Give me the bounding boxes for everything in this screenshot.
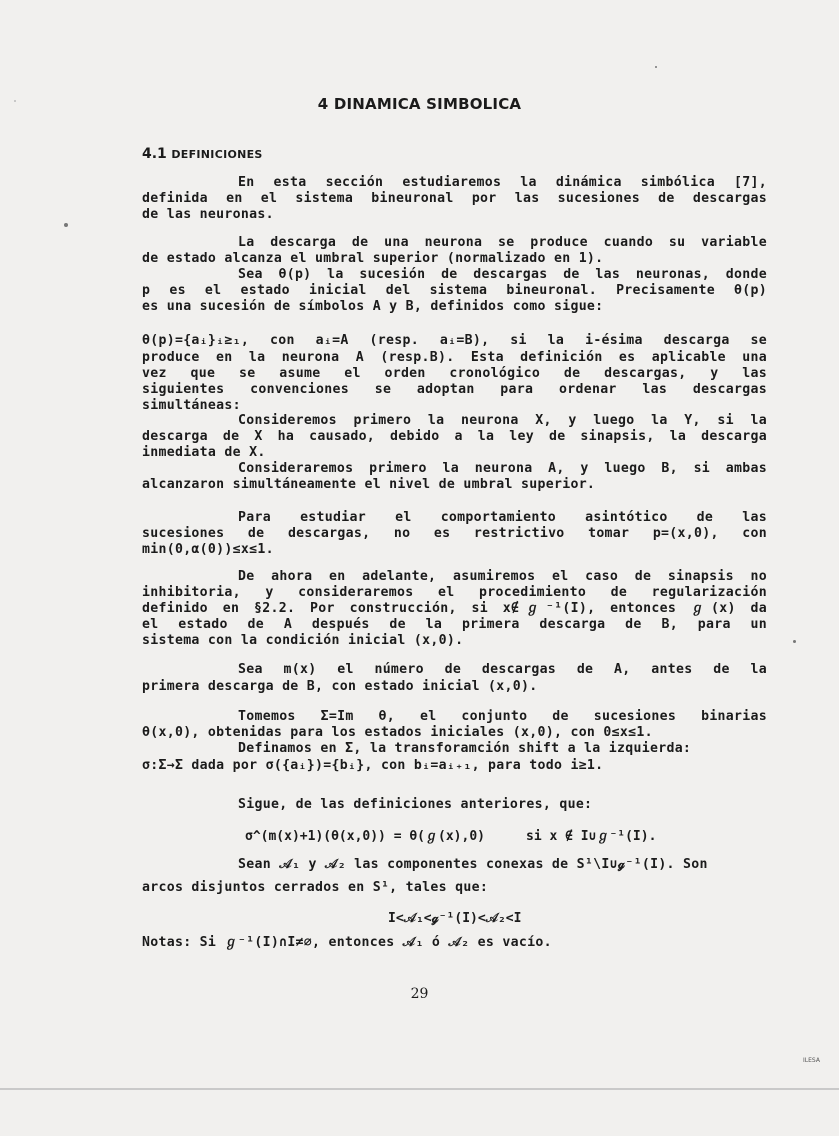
text-line: σ:Σ→Σ dada por σ({aᵢ})={bᵢ}, con bᵢ=aᵢ₊₁, para todo i≥1. [142,758,604,773]
corner-mark: ILESA [803,1057,820,1064]
text-line: produce en la neurona A (resp.B). Esta definición es aplicable una [142,350,767,365]
sigma-equation: σ^(m(x)+1)(θ(x,0)) = θ(ℊ(x),0) [245,829,485,844]
text-line: Consideraremos primero la neurona A, y luego B, si ambas [238,461,767,476]
text-line: descarga de X ha causado, debido a la ley de sinapsis, la descarga [142,429,767,444]
scan-speck [14,100,16,102]
scan-speck [793,640,796,643]
text-line: definido en §2.2. Por construcción, si x∉ℊ⁻¹(I), entonces ℊ(x) da [142,601,767,616]
text-line: θ(x,0), obtenidas para los estados iniciales (x,0), con 0≤x≤1. [142,725,653,740]
section-number: 4.1 [142,146,167,162]
text-line: de las neuronas. [142,207,274,222]
text-line: sistema con la condición inicial (x,0). [142,633,464,648]
text-line: primera descarga de B, con estado inicial (x,0). [142,679,538,694]
section-name: DEFINICIONES [171,148,263,161]
text-line: Tomemos Σ=Im θ, el conjunto de sucesiones binarias [238,709,767,724]
text-line: de estado alcanza el umbral superior (normalizado en 1). [142,251,604,266]
text-line: De ahora en adelante, asumiremos el caso de sinapsis no [238,569,767,584]
text-line: Definamos en Σ, la transforamción shift a la izquierda: [238,741,692,756]
text-line: inhibitoria, y consideraremos el procedimiento de regularización [142,585,767,600]
text-line: En esta sección estudiaremos la dinámica simbólica [7], [238,175,767,190]
text-line: Consideremos primero la neurona X, y luego la Y, si la [238,413,767,428]
scan-speck [64,223,68,227]
text-line: Para estudiar el comportamiento asintótico de las [238,510,767,525]
text-line: sucesiones de descargas, no es restrictivo tomar p=(x,0), con [142,526,767,541]
text-line: definida en el sistema bineuronal por las sucesiones de descargas [142,191,767,206]
text-line: arcos disjuntos cerrados en S¹, tales que: [142,880,489,895]
text-line: min(0,α(0))≤x≤1. [142,542,274,557]
text-line: el estado de A después de la primera descarga de B, para un [142,617,767,632]
text-line: alcanzaron simultáneamente el nivel de umbral superior. [142,477,596,492]
text-line: simultáneas: [142,398,241,413]
arc-order-equation: I<𝒜₁<ℊ⁻¹(I)<𝒜₂<I [388,911,522,926]
text-line: vez que se asume el orden cronológico de descargas, y las [142,366,767,381]
text-line: θ(p)={aᵢ}ᵢ≥₁, con aᵢ=A (resp. aᵢ=B), si la i-ésima descarga se [142,333,767,348]
text-line: p es el estado inicial del sistema bineuronal. Precisamente θ(p) [142,283,767,298]
text-line: La descarga de una neurona se produce cuando su variable [238,235,767,250]
text-line: Sigue, de las definiciones anteriores, que: [238,797,593,812]
notes-line: Notas: Si ℊ⁻¹(I)∩I≠∅, entonces 𝒜₁ ó 𝒜₂ es vacío. [142,935,552,950]
scan-speck [655,66,657,68]
scan-edge [0,1088,839,1090]
sigma-condition: si x ∉ I∪ℊ⁻¹(I). [526,829,657,844]
text-line: siguientes convenciones se adoptan para ordenar las descargas [142,382,767,397]
chapter-title: 4 DINAMICA SIMBOLICA [317,95,522,113]
section-heading [142,146,263,162]
text-line: inmediata de X. [142,445,266,460]
text-line: Sea θ(p) la sucesión de descargas de las neuronas, donde [238,267,767,282]
text-line: Sean 𝒜₁ y 𝒜₂ las componentes conexas de S¹\I∪ℊ⁻¹(I). Son [238,857,708,872]
text-line: Sea m(x) el número de descargas de A, antes de la [238,662,767,677]
page-number: 29 [410,986,429,1002]
text-line: es una sucesión de símbolos A y B, definidos como sigue: [142,299,604,314]
